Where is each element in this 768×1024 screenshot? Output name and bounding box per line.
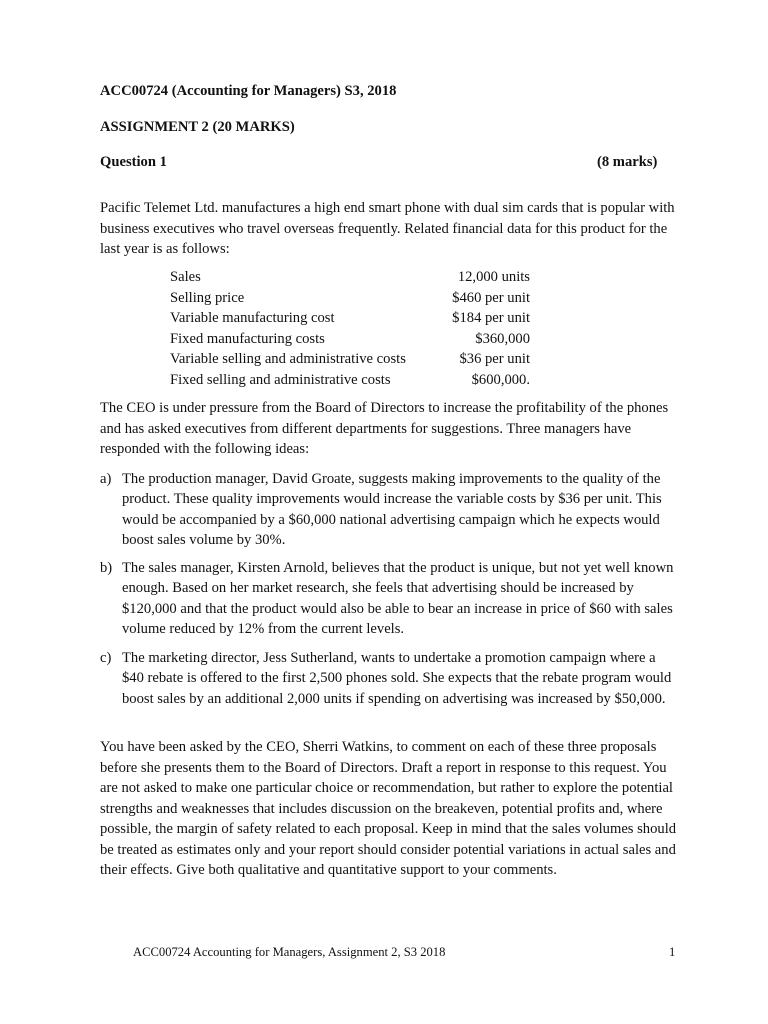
item-label: b) — [100, 560, 113, 576]
intro-paragraph: Pacific Telemet Ltd. manufactures a high end smart phone with dual sim cards that is popular with business executives who travel overseas frequently. Related financial data for this product for the last year is as follows: — [100, 200, 675, 257]
list-item — [100, 558, 680, 639]
row-label: Fixed selling and administrative costs — [170, 371, 391, 388]
question-marks: (8 marks) — [597, 154, 658, 170]
financial-data-table — [170, 267, 530, 390]
item-text: The marketing director, Jess Sutherland, wants to undertake a promotion campaign where a $40 rebate is offered to the first 2,500 phones sold. She expects that the rebate program would boost sales by an additional 2,000 units if spending on advertising was increased by $50,000. — [122, 650, 672, 707]
page-number: 1 — [669, 945, 676, 959]
row-value: $184 per unit — [452, 310, 530, 326]
context-paragraph: The CEO is under pressure from the Board of Directors to increase the profitability of the phones and has asked executives from different departments for suggestions. Three managers have responded with the following ideas: — [100, 400, 669, 457]
row-label: Variable selling and administrative costs — [170, 351, 406, 367]
list-item — [100, 469, 680, 550]
row-label: Selling price — [170, 289, 245, 306]
row-label: Sales — [170, 269, 201, 285]
table-row — [170, 349, 530, 370]
assignment-title: ASSIGNMENT 2 (20 MARKS) — [100, 119, 295, 135]
table-row — [170, 288, 530, 309]
table-row — [170, 370, 530, 391]
item-text: The sales manager, Kirsten Arnold, believes that the product is unique, but not yet well known enough. Based on her market research, she feels that advertising should be increased by $120,000 and that the product would also be able to bear an increase in price of $60 with sales volume reduced by 12% from the current levels. — [122, 560, 674, 637]
item-label: c) — [100, 650, 112, 666]
table-row — [170, 308, 530, 329]
footer-text: ACC00724 Accounting for Managers, Assignment 2, S3 2018 — [133, 945, 446, 959]
row-value: $460 per unit — [452, 289, 530, 306]
course-title: ACC00724 (Accounting for Managers) S3, 2018 — [100, 83, 397, 99]
table-row — [170, 329, 530, 350]
row-value: $36 per unit — [459, 351, 530, 367]
row-value: $360,000 — [475, 330, 530, 347]
row-label: Variable manufacturing cost — [170, 310, 335, 326]
table-row — [170, 267, 530, 288]
list-item — [100, 648, 680, 709]
row-value: 12,000 units — [457, 269, 530, 285]
item-text: The production manager, David Groate, suggests making improvements to the quality of the product. These quality improvements would increase the variable costs by $36 per unit. This would be accompanied by a $60,000 national advertising campaign which he expects would boost sales volume by 30%. — [122, 471, 662, 548]
item-label: a) — [100, 471, 112, 487]
row-label: Fixed manufacturing costs — [170, 330, 325, 347]
instructions-paragraph: You have been asked by the CEO, Sherri Watkins, to comment on each of these three proposals before she presents them to the Board of Directors. Draft a report in response to this request. You are not asked to make one particular choice or recommendation, but rather to explore the potential strengths and weaknesses that includes discussion on the breakeven, potential profits and, where possible, the margin of safety related to each proposal. Keep in mind that the sales volumes should be treated as estimates only and your report should consider potential variations in actual sales and their effects. Give both qualitative and quantitative support to your comments. — [100, 739, 677, 878]
row-value: $600,000. — [471, 371, 530, 388]
question-heading: Question 1 — [100, 154, 167, 170]
